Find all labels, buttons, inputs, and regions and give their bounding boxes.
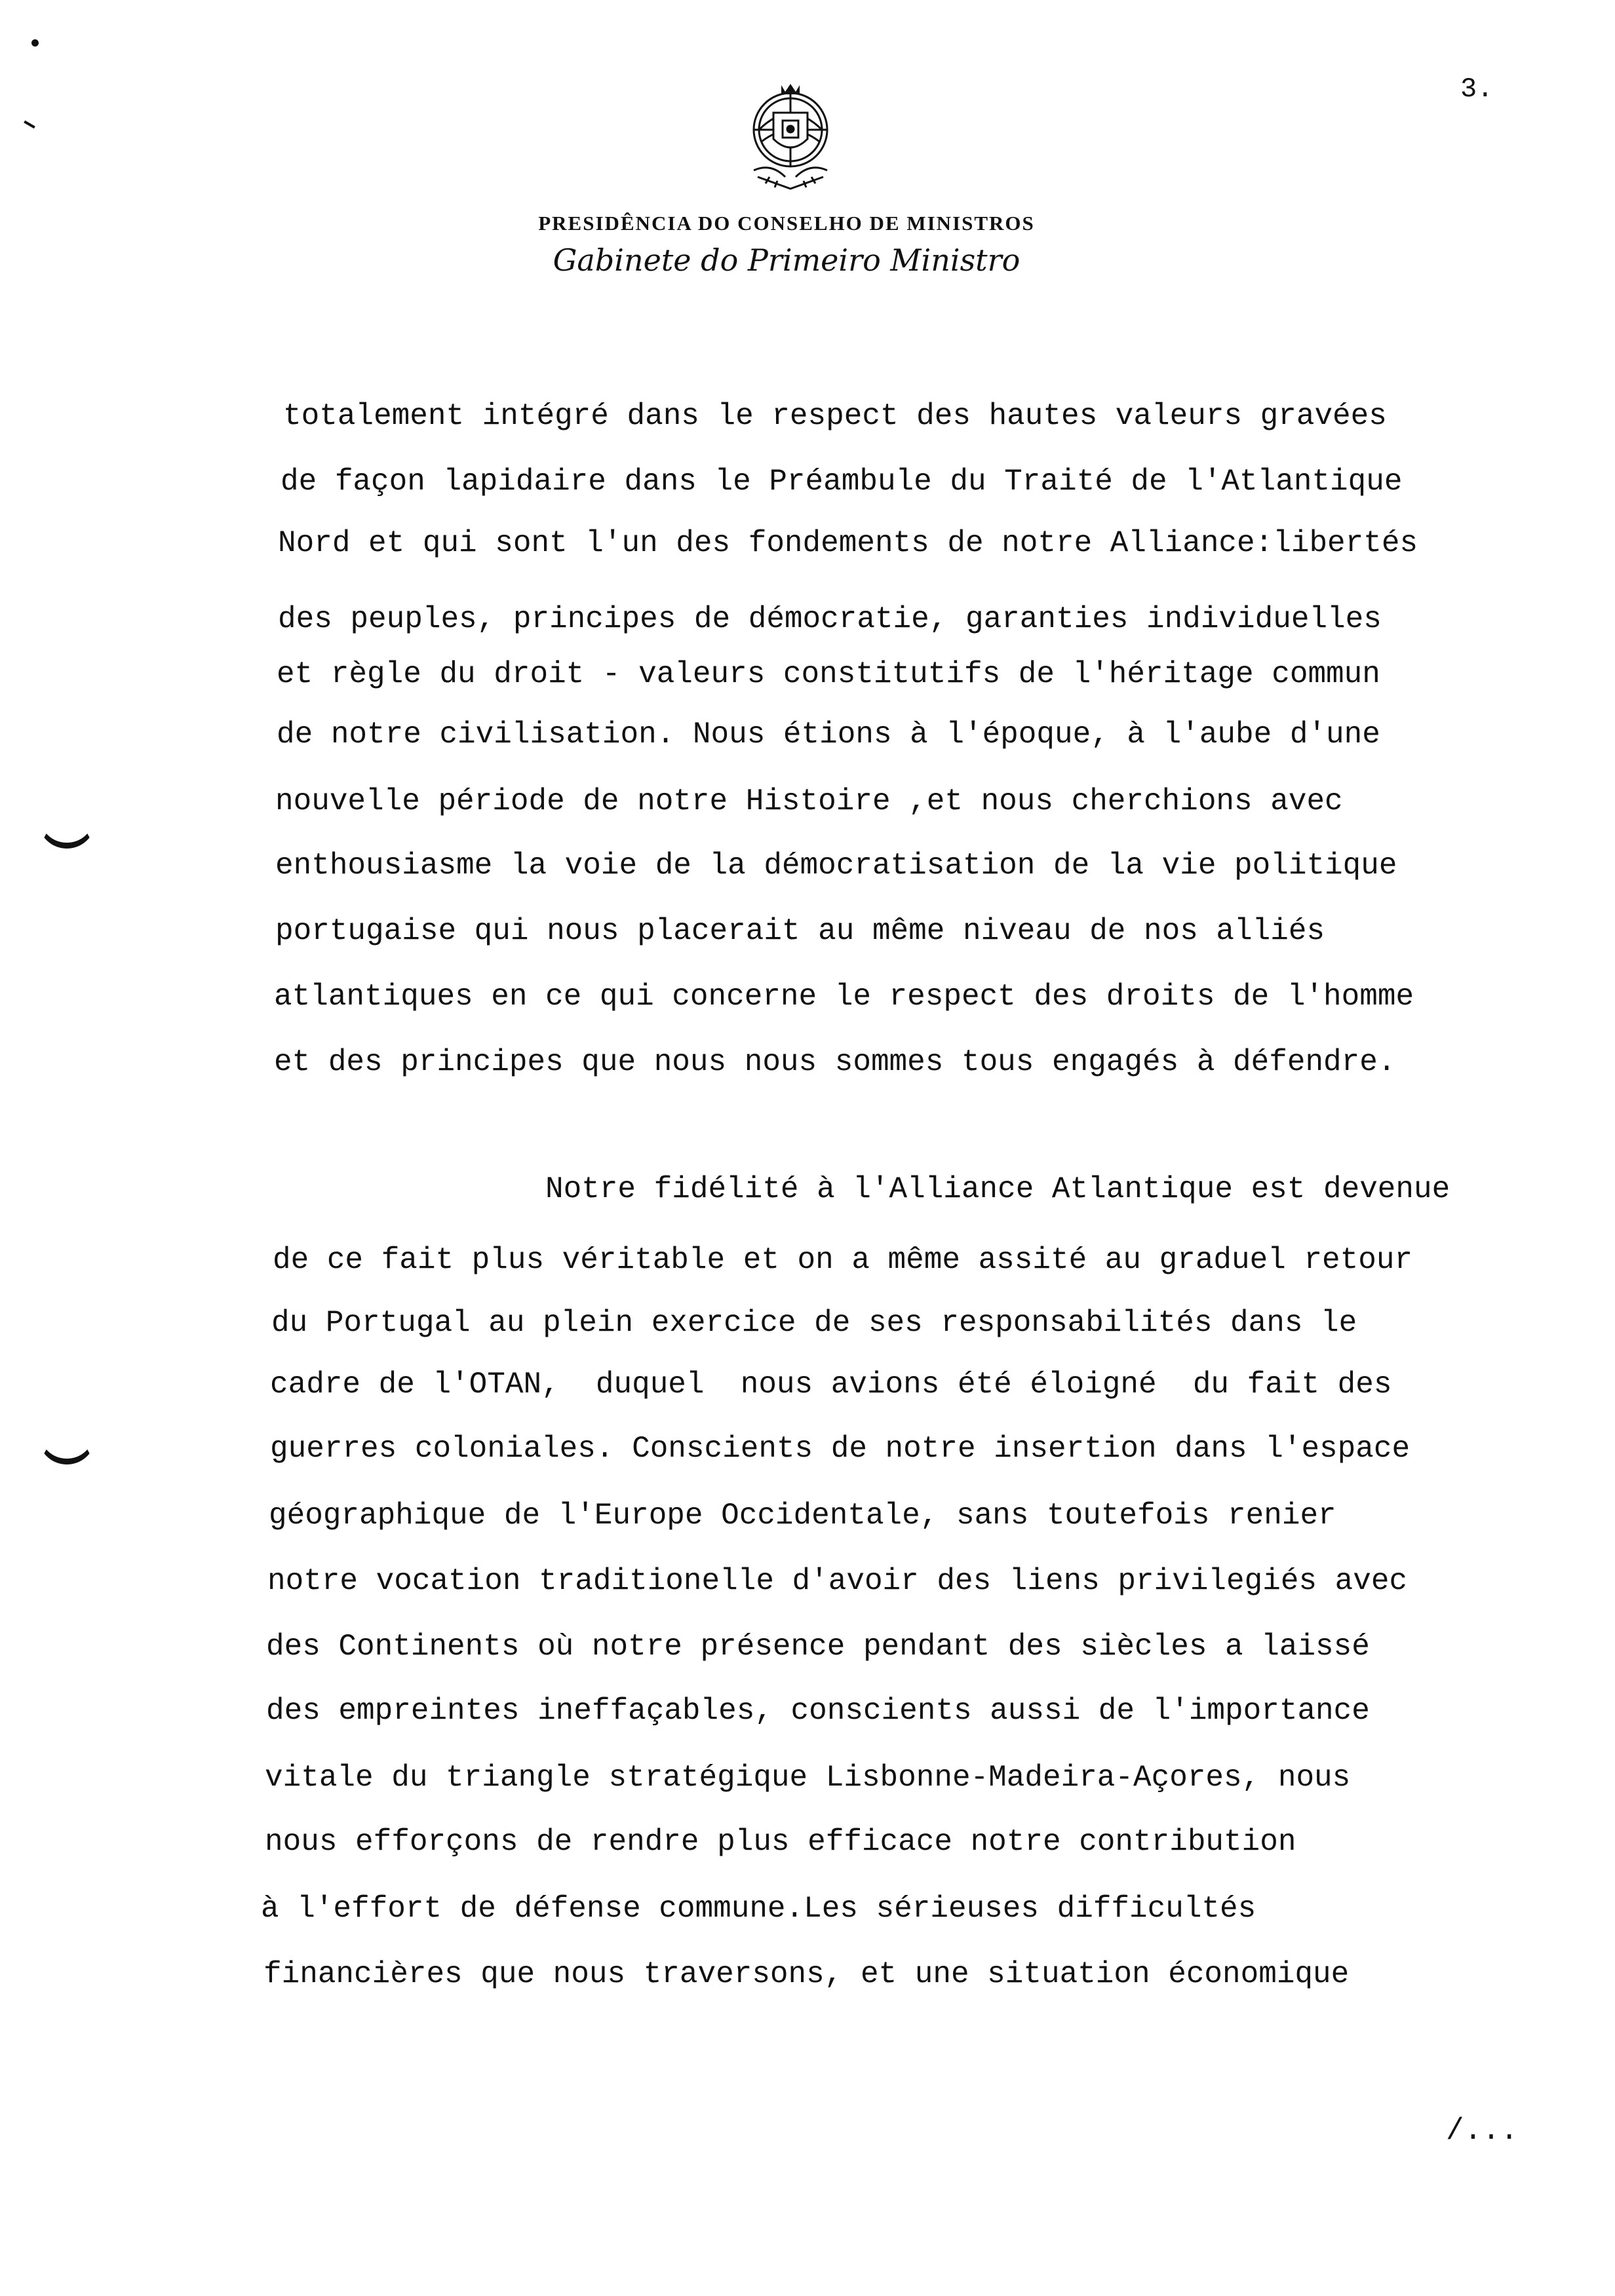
margin-dot [31,39,39,47]
letterhead-title: PRESIDÊNCIA DO CONSELHO DE MINISTROS [538,212,1035,235]
text-line: et règle du droit - valeurs constitutifs de l'héritage commun [277,657,1380,691]
text-line: de notre civilisation. Nous étions à l'époque, à l'aube d'une [277,718,1380,752]
text-line: atlantiques en ce qui concerne le respect des droits de l'homme [274,980,1414,1014]
letterhead-subtitle: Gabinete do Primeiro Ministro [553,242,1021,278]
text-line: de façon lapidaire dans le Préambule du Traité de l'Atlantique [281,465,1403,499]
text-line: des Continents où notre présence pendant des siècles a laissé [266,1630,1370,1664]
portuguese-coat-of-arms-icon [739,79,842,195]
text-line: de ce fait plus véritable et on a même assité au graduel retour [273,1243,1413,1277]
punch-hole-mark [38,813,96,849]
text-line: notre vocation traditionelle d'avoir des liens privilegiés avec [267,1564,1408,1598]
text-line: financières que nous traversons, et une situation économique [263,1957,1350,1991]
text-line: géographique de l'Europe Occidentale, sans toutefois renier [269,1499,1336,1533]
continuation-mark: /... [1446,2114,1519,2148]
text-line: à l'effort de défense commune.Les sérieuses difficultés [261,1892,1256,1926]
text-line: Nord et qui sont l'un des fondements de notre Alliance:libertés [278,526,1418,560]
text-line: nouvelle période de notre Histoire ,et nous cherchions avec [275,784,1343,818]
text-line: portugaise qui nous placerait au même niveau de nos alliés [275,914,1325,948]
punch-hole-mark [38,1428,96,1464]
text-line: totalement intégré dans le respect des hautes valeurs gravées [283,399,1387,433]
page-number: 3. [1460,73,1494,105]
text-line: vitale du triangle stratégique Lisbonne-Madeira-Açores, nous [265,1761,1351,1795]
text-line: des peuples, principes de démocratie, garanties individuelles [278,602,1382,636]
text-line: nous efforçons de rendre plus efficace notre contribution [265,1825,1296,1859]
text-line: du Portugal au plein exercice de ses responsabilités dans le [271,1306,1357,1340]
text-line: guerres coloniales. Conscients de notre insertion dans l'espace [270,1432,1411,1466]
text-line: cadre de l'OTAN, duquel nous avions été éloigné du fait des [270,1368,1392,1402]
text-line: enthousiasme la voie de la démocratisation de la vie politique [275,849,1397,883]
text-line: Notre fidélité à l'Alliance Atlantique est devenue [545,1172,1450,1206]
margin-tick [24,121,35,128]
text-line: et des principes que nous nous sommes tous engagés à défendre. [274,1045,1396,1079]
text-line: des empreintes ineffaçables, conscients aussi de l'importance [266,1694,1370,1728]
